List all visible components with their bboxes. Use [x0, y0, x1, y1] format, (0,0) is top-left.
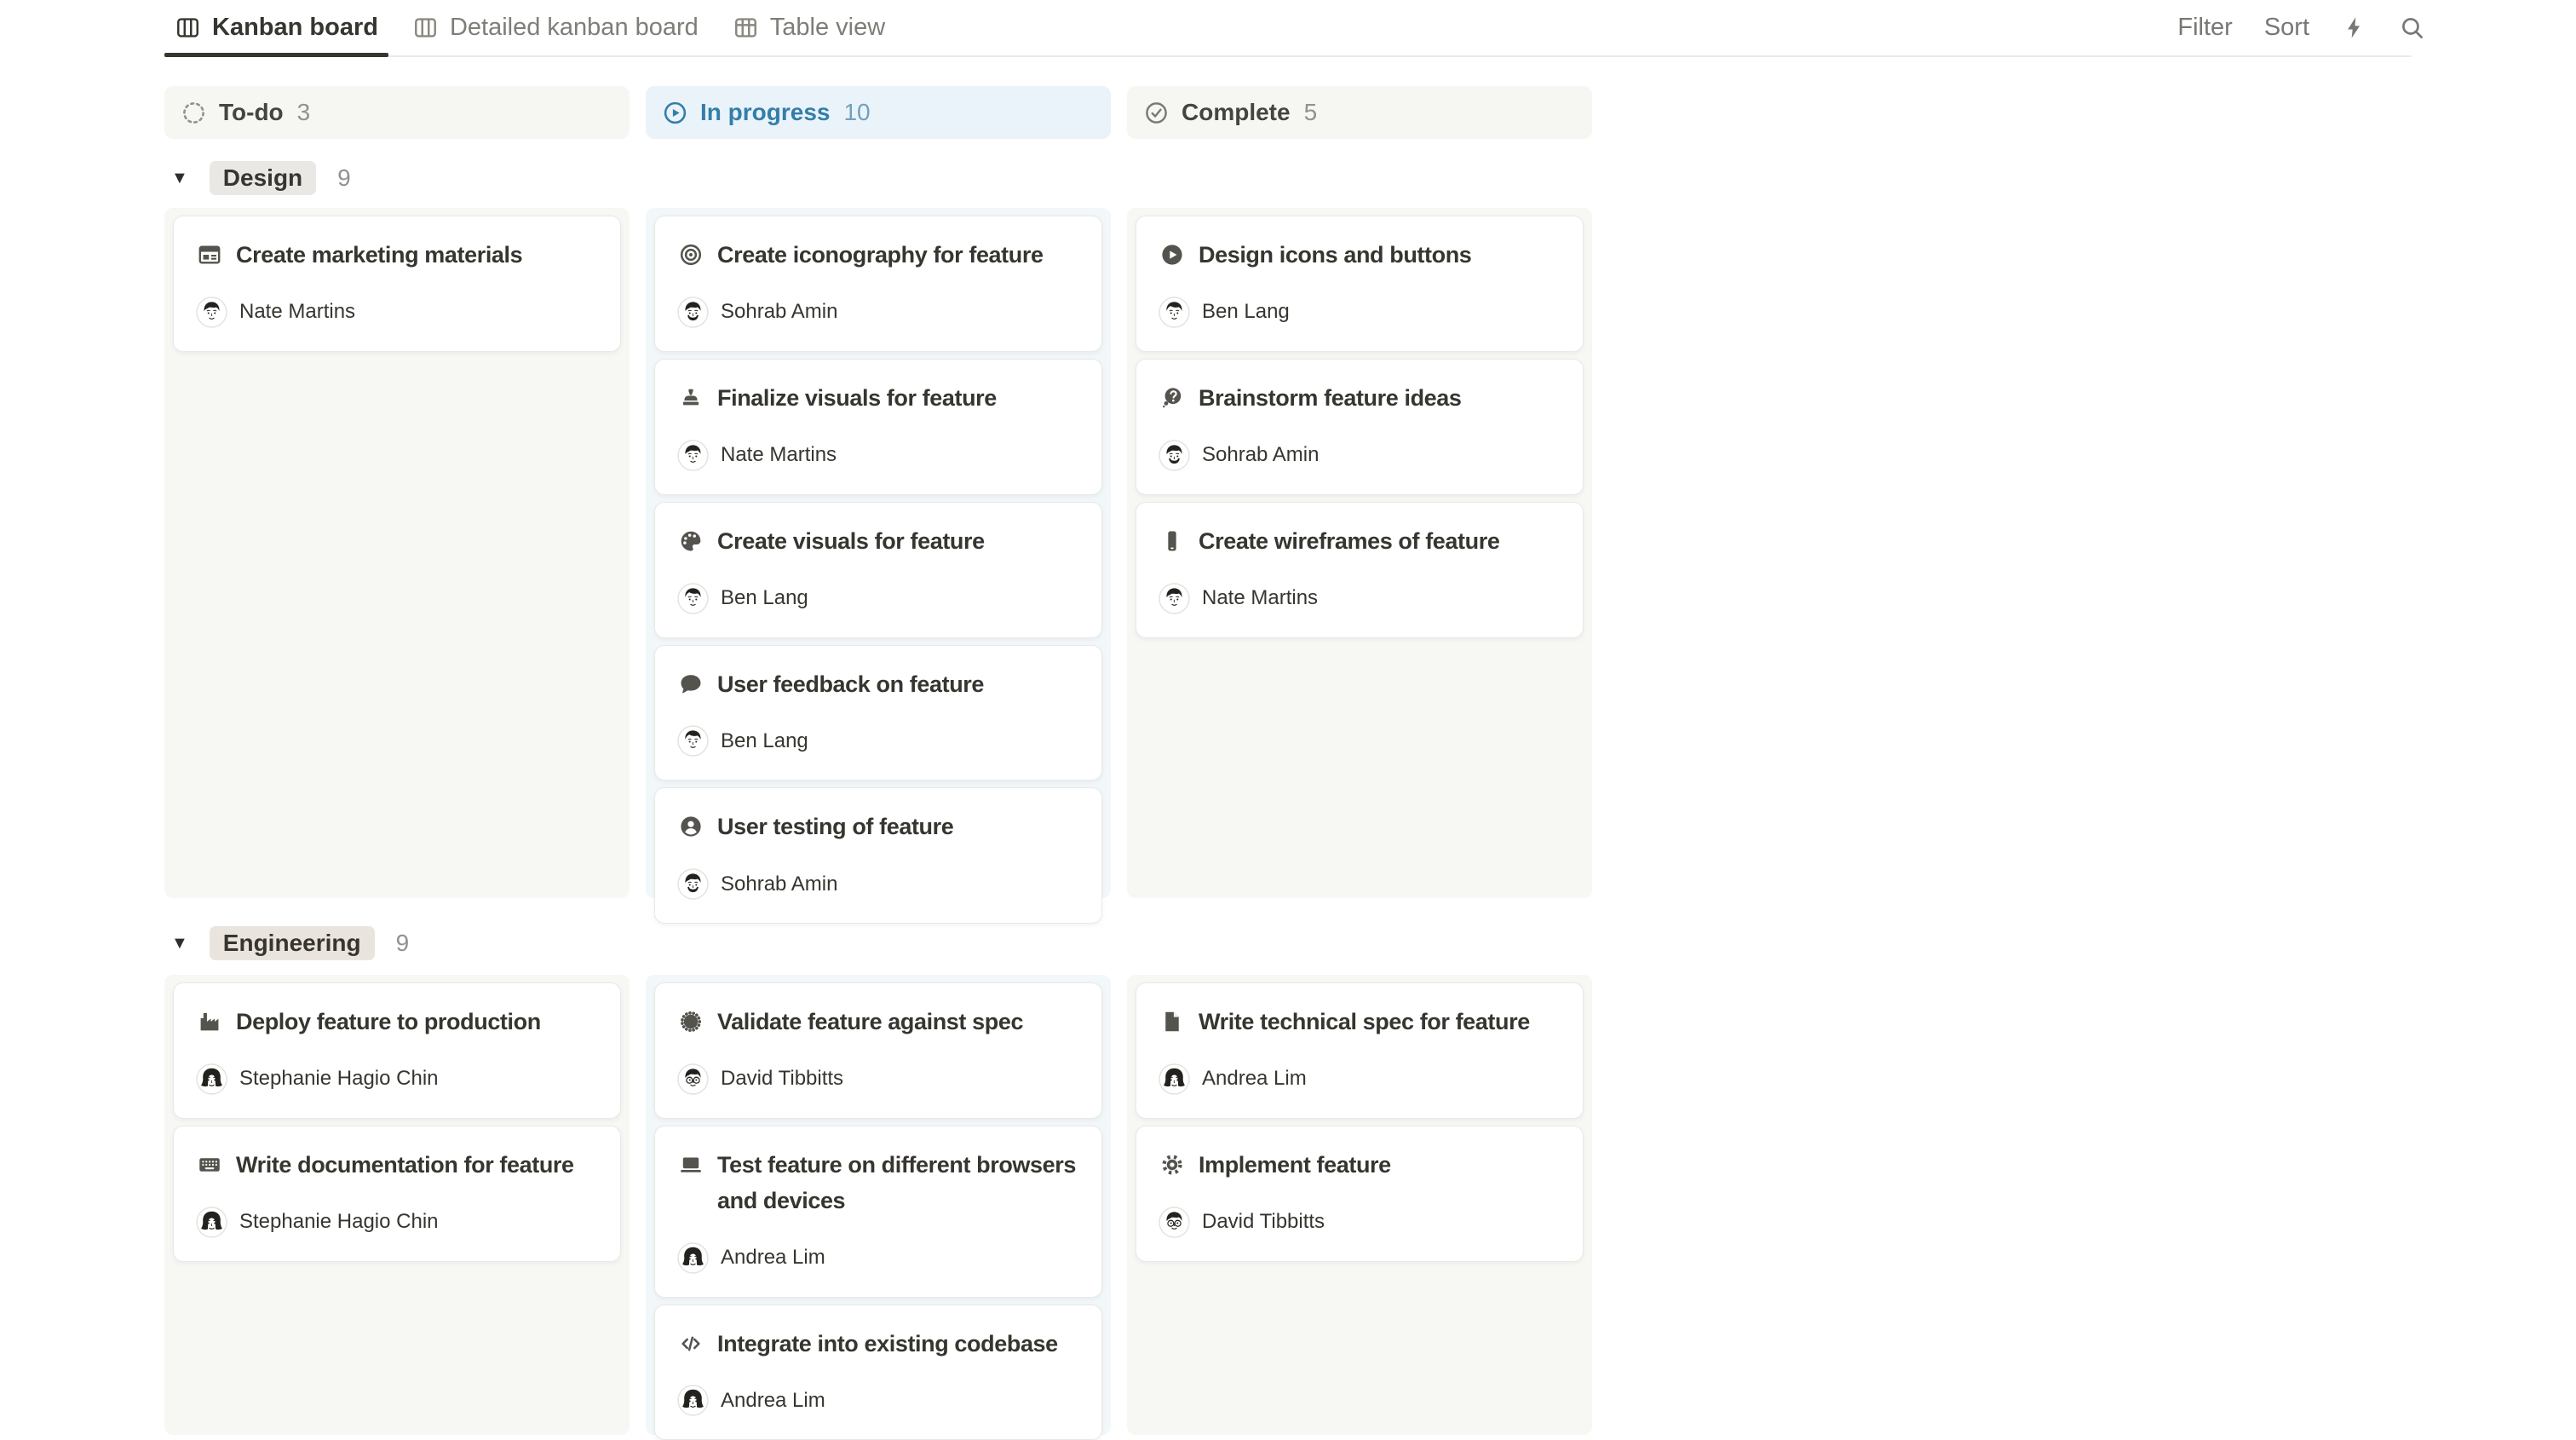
view-tabs — [164, 0, 895, 55]
avatar — [1159, 297, 1190, 328]
card-assignee-row — [1159, 1063, 1562, 1095]
group-name-pill[interactable]: Design — [210, 161, 316, 195]
kanban-card[interactable] — [173, 1126, 621, 1262]
card-title: Create wireframes of feature — [1199, 527, 1500, 554]
avatar — [677, 583, 709, 614]
assignee-name: Stephanie Hagio Chin — [239, 1210, 439, 1234]
assignee-name: Andrea Lim — [721, 1388, 825, 1412]
user-circle-icon — [677, 813, 704, 840]
group-header-engineering — [171, 925, 409, 961]
kanban-card[interactable] — [654, 787, 1102, 924]
gear-icon — [1159, 1151, 1186, 1178]
speech-bubble-icon — [677, 671, 704, 698]
kanban-card[interactable] — [654, 359, 1102, 495]
collapse-group-icon[interactable]: ▼ — [171, 169, 188, 187]
factory-icon — [196, 1008, 223, 1035]
search-icon[interactable] — [2399, 14, 2425, 41]
play-circle-outline-icon — [662, 100, 688, 126]
code-icon — [677, 1330, 704, 1357]
card-assignee-row — [1159, 1207, 1562, 1238]
mobile-phone-icon — [1159, 527, 1186, 555]
kanban-column-design-inprogress — [646, 208, 1111, 898]
assignee-name: Nate Martins — [721, 443, 837, 467]
group-count: 9 — [337, 164, 351, 191]
card-title: User testing of feature — [717, 814, 954, 840]
avatar — [1159, 583, 1190, 614]
card-title: Create visuals for feature — [717, 527, 985, 554]
avatar — [677, 868, 709, 900]
kanban-card[interactable] — [654, 1305, 1102, 1440]
target-icon — [677, 241, 704, 268]
avatar — [677, 1385, 709, 1416]
column-header-complete[interactable] — [1127, 86, 1592, 139]
card-title-row — [677, 809, 1081, 845]
card-title-row — [677, 1005, 1081, 1040]
card-title: Write technical spec for feature — [1199, 1009, 1530, 1034]
card-assignee-row — [677, 725, 1081, 757]
assignee-name: Ben Lang — [721, 586, 808, 610]
assignee-name: Ben Lang — [1202, 300, 1290, 324]
column-header-inprogress[interactable] — [646, 86, 1111, 139]
card-title: Deploy feature to production — [236, 1009, 541, 1034]
view-tab-bar — [164, 0, 2412, 57]
kanban-column-engineering-inprogress — [646, 975, 1111, 1435]
avatar — [1159, 1207, 1190, 1238]
check-circle-icon — [1143, 100, 1170, 126]
card-assignee-row — [196, 1207, 600, 1238]
sort-button[interactable]: Sort — [2263, 14, 2309, 41]
assignee-name: Stephanie Hagio Chin — [239, 1067, 439, 1091]
kanban-card[interactable] — [654, 216, 1102, 352]
kanban-card[interactable] — [173, 216, 621, 352]
card-title: Brainstorm feature ideas — [1199, 384, 1462, 411]
card-title-row — [196, 238, 600, 274]
card-title: Validate feature against spec — [717, 1009, 1024, 1034]
kanban-column-design-complete — [1127, 208, 1592, 898]
assignee-name: Ben Lang — [721, 729, 808, 752]
card-assignee-row — [677, 297, 1081, 328]
assignee-name: Andrea Lim — [721, 1246, 825, 1270]
avatar — [677, 440, 709, 471]
card-title: Create iconography for feature — [717, 242, 1044, 268]
tab-detailed-kanban-board[interactable] — [402, 0, 709, 55]
dashed-circle-icon — [181, 100, 207, 126]
card-title: Test feature on different browsers and devices — [717, 1151, 1076, 1213]
collapse-group-icon[interactable]: ▼ — [171, 934, 188, 953]
kanban-board-icon — [412, 14, 439, 41]
column-label: Complete — [1182, 99, 1291, 125]
kanban-column-engineering-todo — [164, 975, 630, 1435]
tab-table-view[interactable] — [722, 0, 895, 55]
seal-icon — [677, 1008, 704, 1035]
card-title: Finalize visuals for feature — [717, 384, 997, 411]
thought-question-icon — [1159, 384, 1186, 412]
kanban-card[interactable] — [1136, 502, 1584, 638]
card-assignee-row — [677, 868, 1081, 900]
avatar — [677, 725, 709, 757]
filter-button[interactable]: Filter — [2177, 14, 2233, 41]
tab-label: Detailed kanban board — [449, 14, 699, 41]
card-assignee-row — [677, 1385, 1081, 1416]
kanban-card[interactable] — [654, 645, 1102, 781]
play-button-icon — [1159, 241, 1186, 268]
card-title-row — [1159, 238, 1562, 274]
group-header-design — [171, 160, 351, 196]
assignee-name: David Tibbitts — [721, 1067, 844, 1091]
avatar — [677, 1063, 709, 1095]
assignee-name: Nate Martins — [239, 300, 356, 324]
avatar — [196, 1063, 227, 1095]
tab-label: Table view — [769, 14, 886, 41]
assignee-name: David Tibbitts — [1202, 1210, 1325, 1234]
group-count: 9 — [395, 930, 410, 956]
card-assignee-row — [1159, 297, 1562, 328]
assignee-name: Andrea Lim — [1202, 1067, 1307, 1091]
palette-icon — [677, 527, 704, 555]
card-title: Design icons and buttons — [1199, 242, 1472, 268]
kanban-card[interactable] — [654, 982, 1102, 1119]
card-assignee-row — [677, 1063, 1081, 1095]
avatar — [196, 297, 227, 328]
laptop-icon — [677, 1151, 704, 1178]
card-title-row — [1159, 1005, 1562, 1040]
card-title-row — [677, 1327, 1081, 1362]
kanban-board-icon — [175, 14, 201, 41]
avatar — [677, 297, 709, 328]
card-title-row — [196, 1005, 600, 1040]
card-title-row — [1159, 524, 1562, 560]
kanban-column-engineering-complete — [1127, 975, 1592, 1435]
column-header-todo[interactable] — [164, 86, 630, 139]
kanban-card[interactable] — [654, 502, 1102, 638]
avatar — [1159, 440, 1190, 471]
card-title: Integrate into existing codebase — [717, 1330, 1058, 1356]
kanban-column-design-todo — [164, 208, 630, 898]
card-assignee-row — [677, 583, 1081, 614]
card-assignee-row — [1159, 440, 1562, 471]
avatar — [677, 1242, 709, 1274]
card-title: Write documentation for feature — [236, 1151, 574, 1178]
assignee-name: Sohrab Amin — [721, 872, 838, 896]
keyboard-icon — [196, 1151, 223, 1178]
assignee-name: Nate Martins — [1202, 586, 1319, 610]
lightning-icon[interactable] — [2341, 14, 2367, 41]
avatar — [1159, 1063, 1190, 1095]
card-title: User feedback on feature — [717, 671, 985, 697]
card-assignee-row — [677, 440, 1081, 471]
table-icon — [733, 14, 759, 41]
card-title-row — [1159, 381, 1562, 417]
kanban-card[interactable] — [1136, 1126, 1584, 1262]
kanban-card[interactable] — [654, 1126, 1102, 1298]
card-title-row — [196, 1148, 600, 1184]
card-assignee-row — [196, 297, 600, 328]
assignee-name: Sohrab Amin — [721, 300, 838, 324]
card-title: Implement feature — [1199, 1151, 1391, 1178]
column-count: 5 — [1303, 99, 1318, 125]
card-title: Create marketing materials — [236, 242, 523, 268]
kanban-card[interactable] — [1136, 359, 1584, 495]
column-label: To-do — [219, 99, 284, 125]
kanban-card[interactable] — [1136, 982, 1584, 1119]
card-assignee-row — [196, 1063, 600, 1095]
assignee-name: Sohrab Amin — [1202, 443, 1320, 467]
tab-kanban-board[interactable] — [164, 0, 388, 55]
group-name-pill[interactable]: Engineering — [210, 926, 375, 960]
card-assignee-row — [677, 1242, 1081, 1274]
column-count: 10 — [843, 99, 871, 125]
board-toolbar — [2177, 0, 2425, 55]
card-title-row — [677, 238, 1081, 274]
kanban-card[interactable] — [1136, 216, 1584, 352]
card-assignee-row — [1159, 583, 1562, 614]
column-count: 3 — [296, 99, 311, 125]
card-title-row — [677, 524, 1081, 560]
stamp-icon — [677, 384, 704, 412]
column-label: In progress — [700, 99, 831, 125]
card-title-row — [1159, 1148, 1562, 1184]
card-title-row — [677, 667, 1081, 703]
document-icon — [1159, 1008, 1186, 1035]
card-title-row — [677, 1148, 1081, 1219]
tab-label: Kanban board — [212, 14, 378, 41]
card-title-row — [677, 381, 1081, 417]
avatar — [196, 1207, 227, 1238]
kanban-card[interactable] — [173, 982, 621, 1119]
newspaper-icon — [196, 241, 223, 268]
